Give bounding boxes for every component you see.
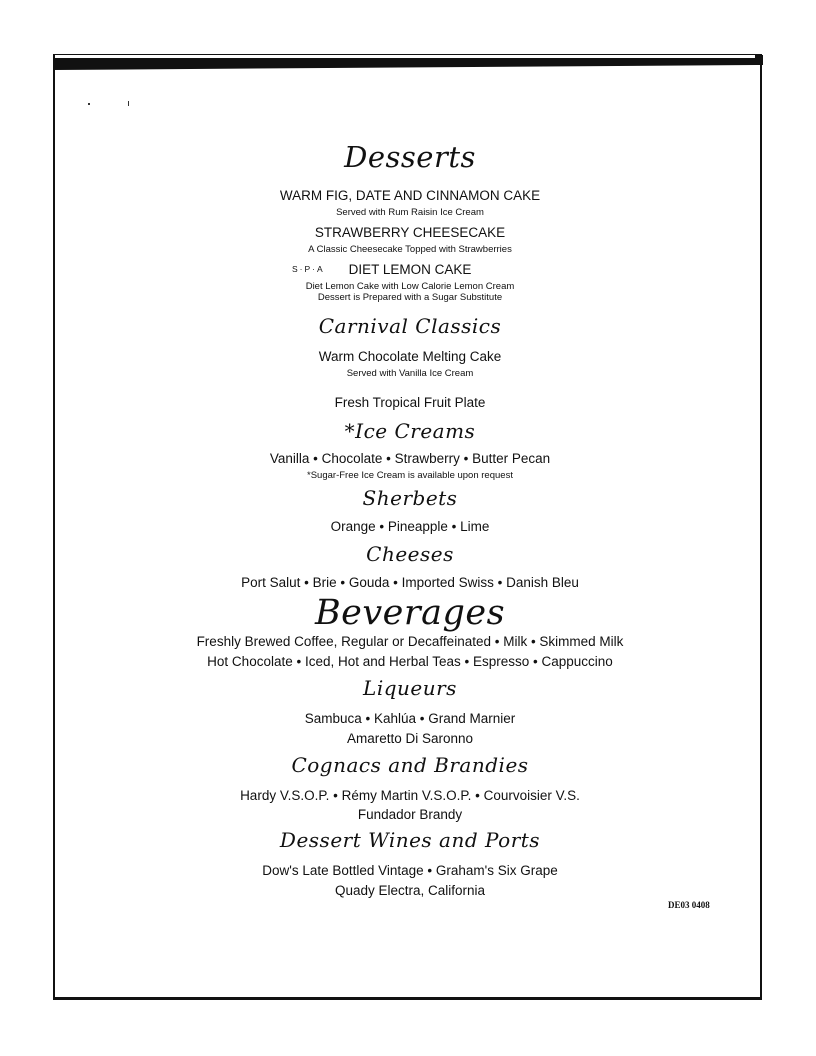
cognacs-heading: Cognacs and Brandies <box>291 753 529 777</box>
carnival-classics-heading: Carnival Classics <box>318 314 502 338</box>
liqueurs-heading: Liqueurs <box>363 676 457 700</box>
ice-creams-heading: *Ice Creams <box>344 419 476 443</box>
speck-mark <box>128 101 129 106</box>
spa-badge: S·P·A <box>292 264 325 274</box>
menu-item-description: Served with Rum Raisin Ice Cream <box>336 207 484 218</box>
sherbets-heading: Sherbets <box>362 486 458 510</box>
beverages-heading: Beverages <box>314 593 506 633</box>
dessert-wines-heading: Dessert Wines and Ports <box>279 828 541 852</box>
beverage-list-line: Hot Chocolate • Iced, Hot and Herbal Teas • Espresso • Cappuccino <box>207 654 613 669</box>
menu-item-name: Warm Chocolate Melting Cake <box>318 349 502 364</box>
cheeses-heading: Cheeses <box>366 542 454 566</box>
menu-code: DE03 0408 <box>668 900 710 910</box>
menu-item-description: Served with Vanilla Ice Cream <box>346 368 474 379</box>
liqueur-list-line: Amaretto Di Saronno <box>346 731 474 746</box>
cheese-list: Port Salut • Brie • Gouda • Imported Swiss • Danish Bleu <box>241 575 579 590</box>
wine-list-line: Quady Electra, California <box>334 883 486 898</box>
menu-item-name: Fresh Tropical Fruit Plate <box>334 395 486 410</box>
liqueur-list-line: Sambuca • Kahlúa • Grand Marnier <box>304 711 516 726</box>
sherbet-list: Orange • Pineapple • Lime <box>330 519 490 534</box>
wine-list-line: Dow's Late Bottled Vintage • Graham's Six Grape <box>262 863 558 878</box>
menu-item-name: WARM FIG, DATE AND CINNAMON CAKE <box>279 188 541 203</box>
menu-item-description: Diet Lemon Cake with Low Calorie Lemon Cream <box>305 281 515 292</box>
menu-item-name: DIET LEMON CAKE <box>348 262 472 277</box>
menu-item-note: Dessert is Prepared with a Sugar Substitute <box>317 292 503 303</box>
cognac-list-line: Fundador Brandy <box>357 807 463 822</box>
cognac-list-line: Hardy V.S.O.P. • Rémy Martin V.S.O.P. • Courvoisier V.S. <box>240 788 580 803</box>
ice-cream-note: *Sugar-Free Ice Cream is available upon request <box>307 470 513 481</box>
speck-mark <box>88 103 90 105</box>
menu-item-description: A Classic Cheesecake Topped with Strawberries <box>308 244 512 255</box>
beverage-list-line: Freshly Brewed Coffee, Regular or Decaffeinated • Milk • Skimmed Milk <box>196 634 624 649</box>
desserts-heading: Desserts <box>344 140 476 174</box>
menu-item-name: STRAWBERRY CHEESECAKE <box>314 225 506 240</box>
ice-cream-list: Vanilla • Chocolate • Strawberry • Butter Pecan <box>269 451 551 466</box>
